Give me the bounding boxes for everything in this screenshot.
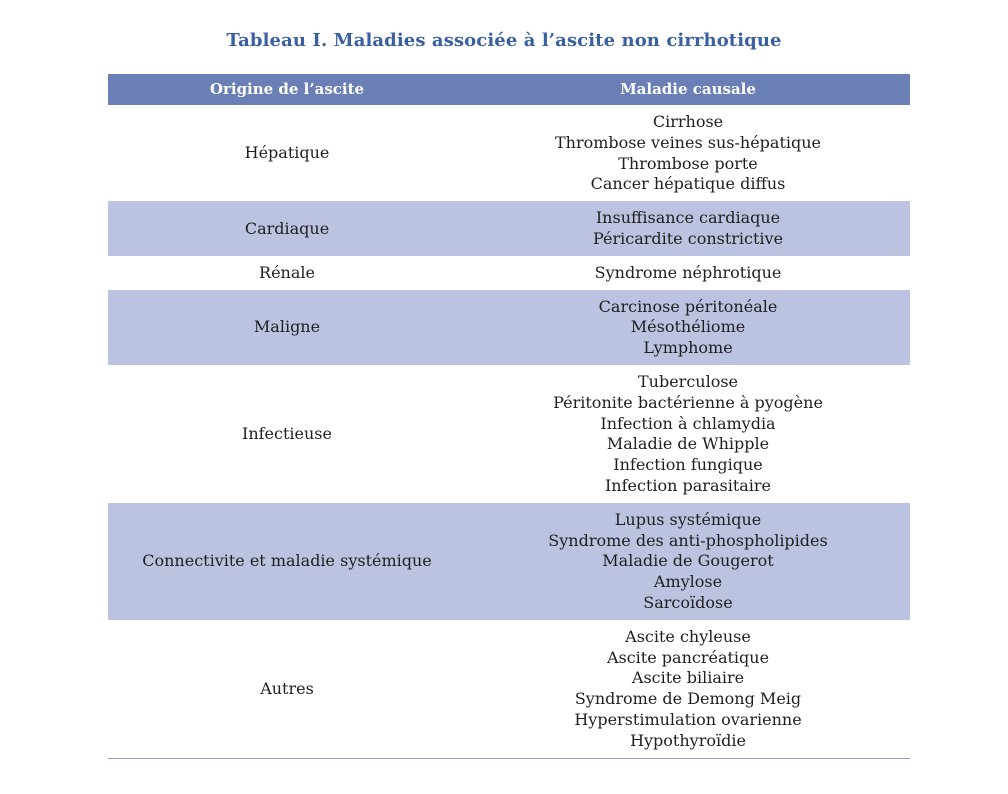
disease-item: Syndrome des anti-phospholipides — [548, 530, 828, 550]
disease-item: Ascite biliaire — [631, 668, 745, 688]
table-row — [108, 256, 910, 290]
disease-item: Insuffisance cardiaque — [595, 208, 781, 228]
table-row — [108, 201, 910, 256]
disease-item: Infection à chlamydia — [600, 413, 776, 433]
origin-cell: Autres — [108, 620, 466, 758]
table-row — [108, 365, 910, 503]
disease-item: Amylose — [653, 572, 723, 592]
disease-item: Infection fungique — [613, 455, 763, 475]
table-title: Tableau I. Maladies associée à l’ascite non cirrhotique — [226, 30, 782, 51]
origin-cell: Cardiaque — [108, 201, 466, 256]
origin-cell: Rénale — [259, 262, 315, 282]
disease-item: Thrombose porte — [618, 153, 758, 173]
disease-item: Infection parasitaire — [604, 475, 772, 495]
disease-cell — [466, 201, 910, 256]
disease-item: Sarcoïdose — [643, 592, 733, 612]
disease-item: Cancer hépatique diffus — [590, 174, 786, 194]
disease-cell — [466, 290, 910, 365]
table-row — [108, 503, 910, 620]
disease-cell — [466, 256, 910, 290]
disease-cell — [466, 620, 910, 758]
disease-item: Maladie de Whipple — [606, 434, 770, 454]
table-row — [108, 290, 910, 365]
table-row — [108, 105, 910, 201]
disease-item: Syndrome de Demong Meig — [574, 689, 802, 709]
disease-cell — [466, 503, 910, 620]
table-row — [108, 620, 910, 758]
disease-item: Maladie de Gougerot — [602, 551, 774, 571]
diseases-table — [108, 74, 910, 759]
disease-item: Péricardite constrictive — [592, 228, 784, 248]
table-header-row — [108, 74, 910, 105]
header-origin: Origine de l’ascite — [108, 74, 466, 105]
disease-cell — [466, 365, 910, 503]
disease-item: Hypothyroïdie — [630, 730, 746, 750]
disease-item: Péritonite bactérienne à pyogène — [553, 392, 823, 412]
disease-item: Carcinose péritonéale — [598, 296, 778, 316]
disease-item: Syndrome néphrotique — [594, 262, 782, 282]
disease-item: Tuberculose — [637, 371, 739, 391]
origin-cell: Hépatique — [244, 143, 330, 163]
disease-item: Ascite chyleuse — [625, 626, 751, 646]
disease-cell — [466, 105, 910, 201]
origin-cell: Connectivite et maladie systémique — [108, 503, 466, 620]
disease-item: Lymphome — [643, 338, 733, 358]
disease-item: Hyperstimulation ovarienne — [574, 709, 802, 729]
disease-item: Thrombose veines sus-hépatique — [554, 132, 821, 152]
header-disease: Maladie causale — [466, 74, 910, 105]
disease-item: Ascite pancréatique — [606, 647, 770, 667]
disease-item: Mésothéliome — [630, 317, 746, 337]
disease-item: Cirrhose — [652, 112, 724, 131]
disease-item: Lupus systémique — [614, 509, 762, 529]
origin-cell: Infectieuse — [242, 423, 332, 443]
origin-cell: Maligne — [108, 290, 466, 365]
